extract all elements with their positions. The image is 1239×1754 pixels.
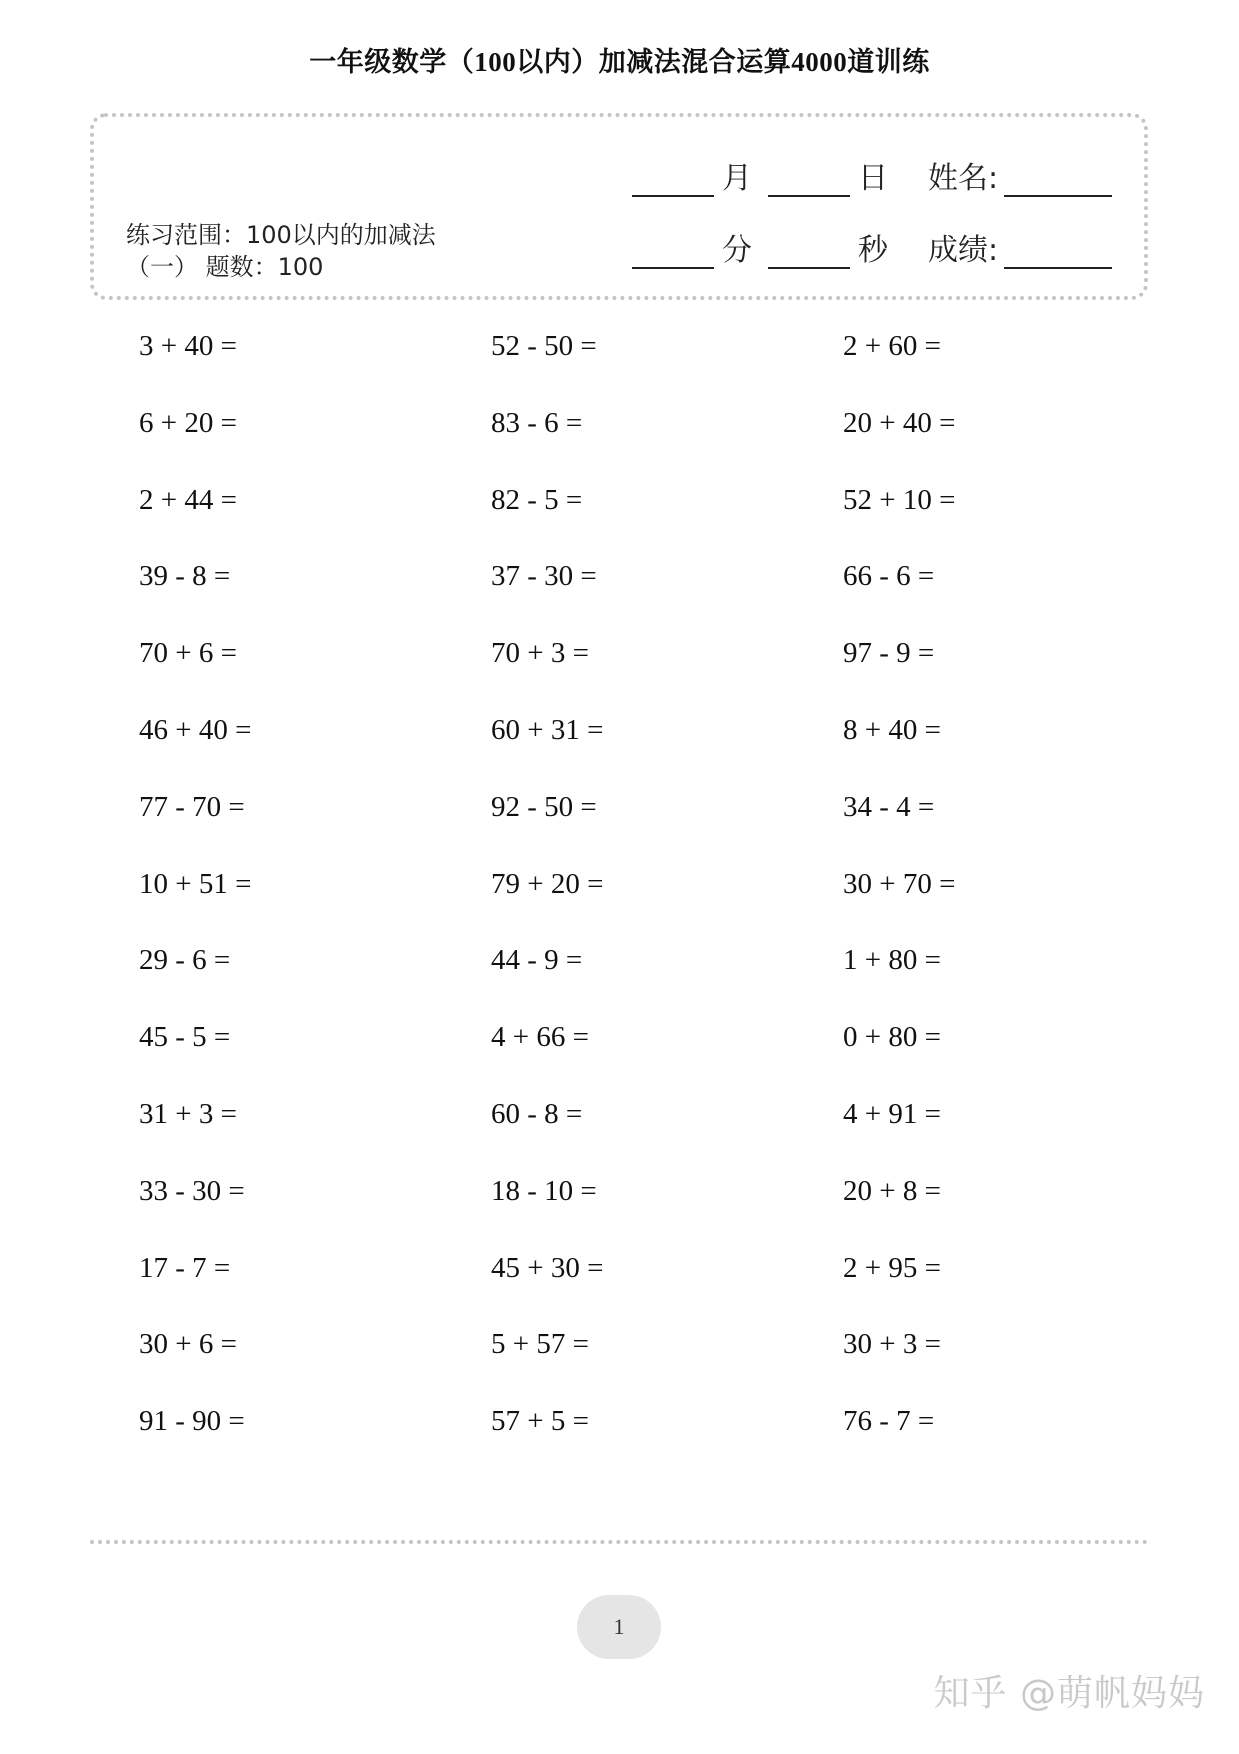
scope-line-1: 练习范围：100以内的加减法 xyxy=(126,221,436,249)
problem-item: 45 - 5 = xyxy=(139,1021,231,1054)
problem-item: 52 + 10 = xyxy=(843,483,956,516)
problem-item: 52 - 50 = xyxy=(491,330,597,362)
problem-item: 4 + 91 = xyxy=(843,1097,941,1130)
problem-item: 34 - 4 = xyxy=(843,790,935,823)
page-title: 一年级数学（100以内）加减法混合运算4000道训练 xyxy=(309,47,930,77)
problem-item: 30 + 6 = xyxy=(139,1328,237,1361)
problem-item: 60 + 31 = xyxy=(491,713,604,746)
problem-item: 17 - 7 = xyxy=(139,1251,231,1284)
second-blank[interactable] xyxy=(768,231,850,269)
page-number: 1 xyxy=(577,1595,661,1659)
watermark: 知乎 @萌帆妈妈 xyxy=(933,1673,1205,1714)
problem-item: 30 + 70 = xyxy=(843,867,956,900)
month-label: 月 xyxy=(722,161,752,196)
problem-item: 3 + 40 = xyxy=(139,330,237,362)
score-label: 成绩: xyxy=(928,233,999,268)
problem-item: 2 + 95 = xyxy=(843,1251,941,1284)
month-blank[interactable] xyxy=(632,159,714,197)
problem-item: 6 + 20 = xyxy=(139,406,237,439)
problem-item: 46 + 40 = xyxy=(139,713,252,746)
day-label: 日 xyxy=(858,161,888,196)
problem-item: 77 - 70 = xyxy=(139,790,245,823)
problem-item: 92 - 50 = xyxy=(491,790,597,823)
problem-item: 37 - 30 = xyxy=(491,560,597,593)
problem-item: 66 - 6 = xyxy=(843,560,935,593)
problem-item: 0 + 80 = xyxy=(843,1021,941,1054)
problem-item: 60 - 8 = xyxy=(491,1097,583,1130)
problem-item: 57 + 5 = xyxy=(491,1405,589,1438)
problem-item: 1 + 80 = xyxy=(843,944,941,977)
problem-item: 45 + 30 = xyxy=(491,1251,604,1284)
problem-item: 10 + 51 = xyxy=(139,867,252,900)
day-blank[interactable] xyxy=(768,159,850,197)
problem-item: 33 - 30 = xyxy=(139,1174,245,1207)
footer-divider xyxy=(90,1540,1148,1544)
problem-item: 2 + 60 = xyxy=(843,330,941,362)
problem-item: 70 + 6 = xyxy=(139,637,237,670)
problem-item: 82 - 5 = xyxy=(491,483,583,516)
minute-blank[interactable] xyxy=(632,231,714,269)
problem-item: 8 + 40 = xyxy=(843,713,941,746)
problem-item: 91 - 90 = xyxy=(139,1405,245,1438)
name-blank[interactable] xyxy=(1004,159,1112,197)
problem-item: 30 + 3 = xyxy=(843,1328,941,1361)
problem-grid xyxy=(139,320,1199,1472)
second-label: 秒 xyxy=(858,233,888,268)
problem-item: 5 + 57 = xyxy=(491,1328,589,1361)
problem-item: 44 - 9 = xyxy=(491,944,583,977)
problem-item: 18 - 10 = xyxy=(491,1174,597,1207)
problem-item: 76 - 7 = xyxy=(843,1405,935,1438)
problem-item: 83 - 6 = xyxy=(491,406,583,439)
name-label: 姓名: xyxy=(928,161,999,196)
problem-item: 29 - 6 = xyxy=(139,944,231,977)
problem-item: 20 + 8 = xyxy=(843,1174,941,1207)
date-name-row xyxy=(632,153,1112,197)
problem-item: 39 - 8 = xyxy=(139,560,231,593)
time-score-row xyxy=(632,225,1112,269)
scope-line-2: （一） 题数：100 xyxy=(126,253,324,281)
problem-item: 97 - 9 = xyxy=(843,637,935,670)
problem-item: 20 + 40 = xyxy=(843,406,956,439)
problem-item: 70 + 3 = xyxy=(491,637,589,670)
problem-item: 2 + 44 = xyxy=(139,483,237,516)
practice-scope xyxy=(126,219,436,283)
problem-item: 79 + 20 = xyxy=(491,867,604,900)
header-info-box xyxy=(90,113,1148,300)
problem-item: 31 + 3 = xyxy=(139,1097,237,1130)
minute-label: 分 xyxy=(722,233,752,268)
score-blank[interactable] xyxy=(1004,231,1112,269)
problem-item: 4 + 66 = xyxy=(491,1021,589,1054)
